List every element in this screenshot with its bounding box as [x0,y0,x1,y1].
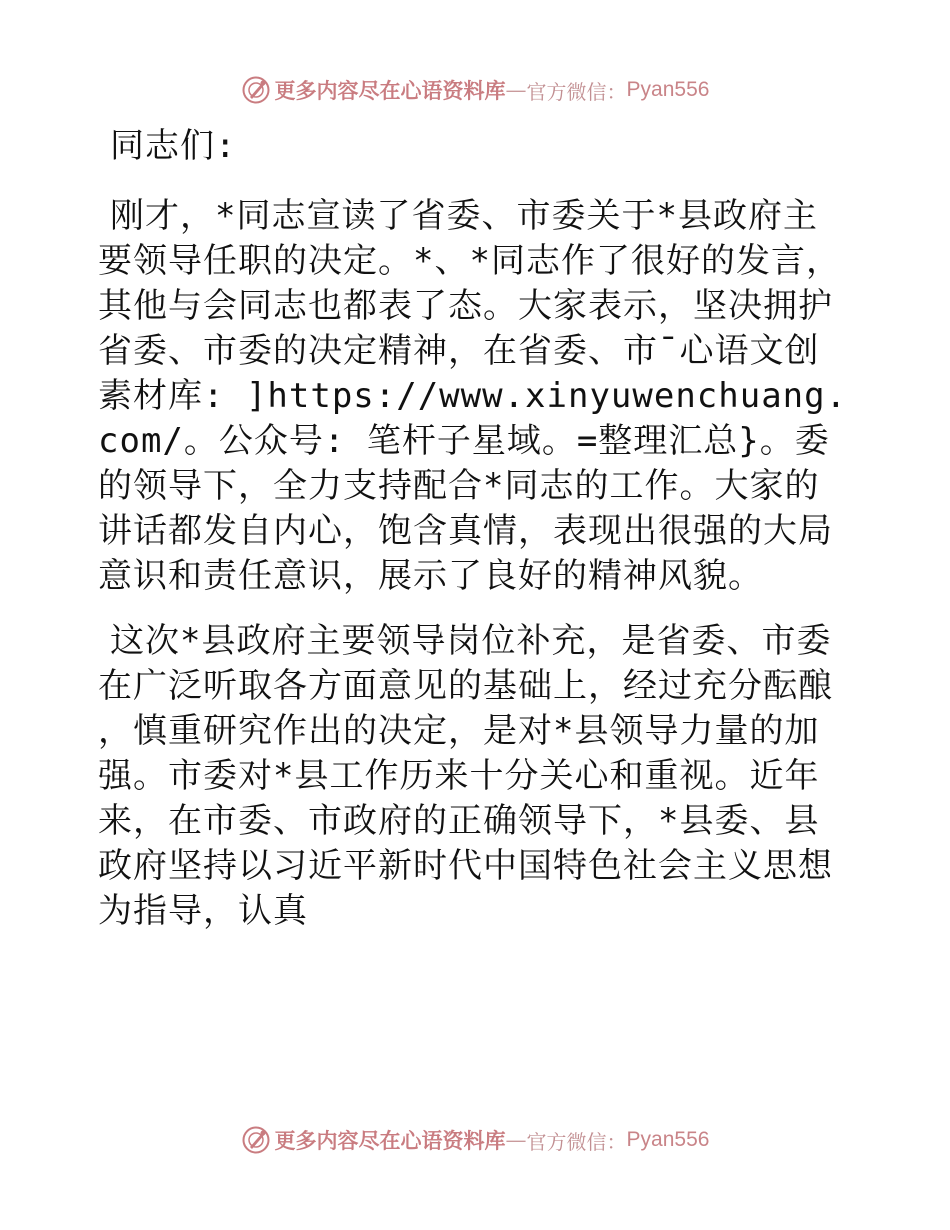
watermark-wechat-label: 官方微信： [526,79,627,104]
watermark-wechat-id: Pyan556 [626,78,710,101]
watermark-brand: 更多内容尽在心语资料库 [274,78,506,103]
watermark-brand: 更多内容尽在心语资料库 [274,1128,506,1153]
paragraph-1: 刚才，*同志宣读了省委、市委关于*县政府主要领导任职的决定。*、*同志作了很好的发言，其他与会同志也都表了态。大家表示，坚决拥护省委、市委的决定精神，在省委、市¯心语文创素材库: ]https://www.xinyuwenchuang.com/。公众号: 笔杆子星域。=整理汇总}。委的领导下，全力支持配合*同志的工作。大家的讲话都发自内心，饱含真情，表现出很强的大局意识和责任意识，展示了良好的精神风貌。 [98,196,848,596]
watermark-separator: — [505,78,527,102]
watermark-wechat-label: 官方微信： [526,1129,627,1154]
watermark-wechat-id: Pyan556 [626,1128,710,1151]
greeting: 同志们: [110,126,237,166]
pen-logo-icon [241,1125,271,1155]
pen-logo-icon [241,75,271,105]
footer-watermark [0,1120,950,1160]
watermark-separator: — [505,1128,527,1152]
header-watermark [0,70,950,110]
document-body [98,124,850,934]
paragraph-2: 这次*县政府主要领导岗位补充，是省委、市委在广泛听取各方面意见的基础上，经过充分酝酿，慎重研究作出的决定，是对*县领导力量的加强。市委对*县工作历来十分关心和重视。近年来，在市委、市政府的正确领导下，*县委、县政府坚持以习近平新时代中国特色社会主义思想为指导，认真 [98,621,833,931]
